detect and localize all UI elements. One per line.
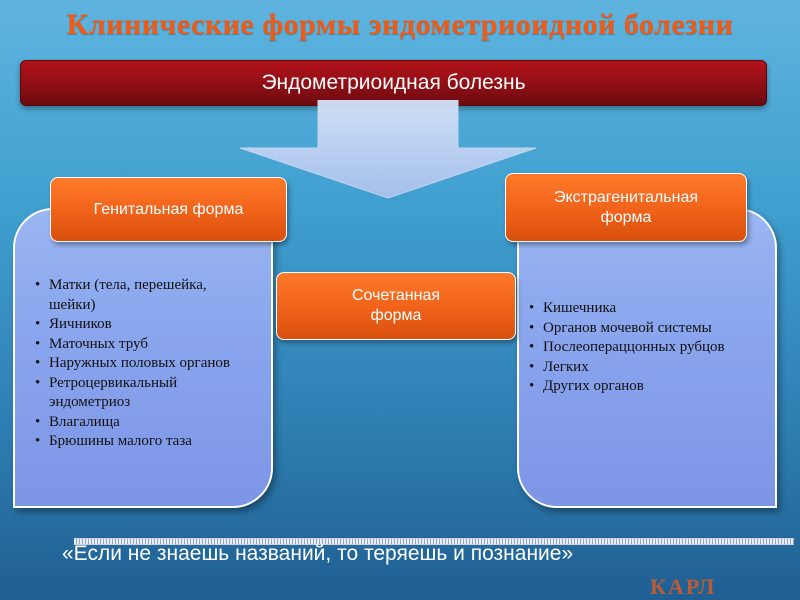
list-item: • Наружных половых органов — [35, 354, 250, 374]
list-item: • Брюшины малого таза — [35, 432, 250, 452]
list-item: • Матки (тела, перешейка, шейки) — [35, 276, 250, 315]
slide-title: Клинические формы эндометриоидной болезни — [66, 8, 734, 41]
combined-form-text-line1: Сочетанная — [351, 287, 441, 304]
quote-author: КАРЛ — [650, 574, 717, 599]
list-item: • Ретроцервикальный эндометриоз — [35, 374, 250, 413]
combined-form-label — [276, 272, 516, 340]
extragenital-form-text-line2: форма — [600, 208, 652, 226]
list-item: • Влагалища — [35, 413, 250, 433]
quote-text: «Если не знаешь названий, то теряешь и познание» — [62, 542, 574, 565]
genital-forms-list — [35, 276, 250, 452]
extragenital-forms-list — [529, 299, 759, 397]
list-item: • Других органов — [529, 377, 759, 397]
genital-form-label — [50, 177, 287, 242]
list-item: • Маточных труб — [35, 335, 250, 355]
extragenital-form-text-line1: Экстрагенитальная — [553, 188, 699, 206]
list-item: • Яичников — [35, 315, 250, 335]
list-item: • Послеопераццонных рубцов — [529, 338, 759, 358]
combined-form-text-line2: форма — [370, 307, 422, 324]
extragenital-form-label — [505, 173, 747, 242]
banner-text: Эндометриоидная болезнь — [261, 71, 526, 94]
list-item: • Кишечника — [529, 299, 759, 319]
list-item: • Органов мочевой системы — [529, 319, 759, 339]
list-item: • Легких — [529, 358, 759, 378]
genital-form-text: Генитальная форма — [93, 200, 244, 218]
